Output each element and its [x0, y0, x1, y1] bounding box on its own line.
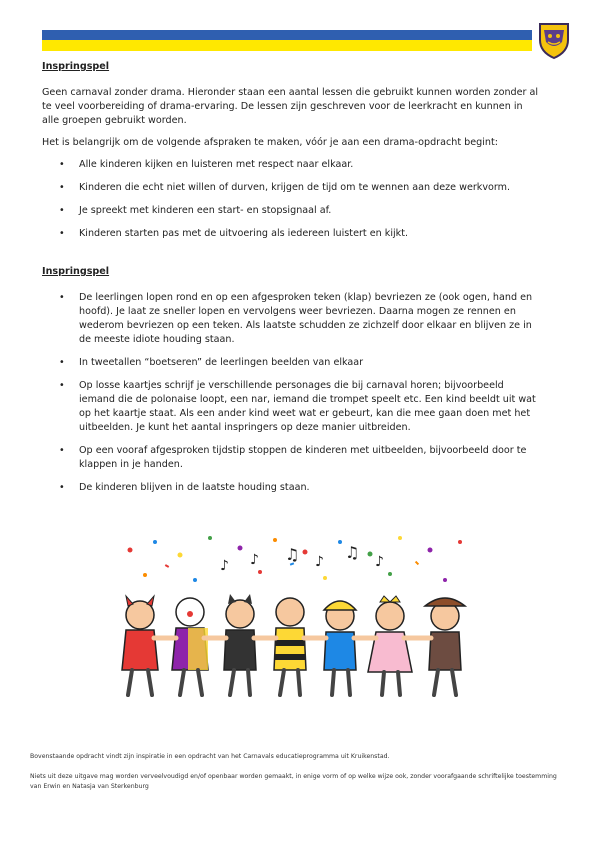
svg-text:♪: ♪: [220, 558, 229, 574]
list-item: • Op losse kaartjes schrijf je verschillende personages die bij carnaval horen; bijvoorbeeld iemand die de polonaise loopt, een nar, iemand die trompet speelt etc. Een kind beeldt uit wat op het kaartje staat. Als een ander kind weet wat er gebeurt, kan die mee gaan doen met het uitbeelden. Je kunt het aantal inspringers op deze manier uitbreiden.: [42, 379, 542, 435]
section-heading: Inspringspel: [42, 61, 110, 72]
music-notes-decoration: [220, 543, 384, 574]
svg-text:♪: ♪: [315, 554, 324, 570]
lead-paragraph: Het is belangrijk om de volgende afspraken te maken, vóór je aan een drama-opdracht begint:: [42, 137, 498, 148]
header-band-blue: [42, 30, 532, 40]
section-heading: Inspringspel: [42, 266, 110, 277]
carnival-crest-icon: [536, 20, 572, 60]
list-item: • Op een vooraf afgesproken tijdstip stoppen de kinderen met uitbeelden, bijvoorbeeld door te klappen in je handen.: [42, 444, 542, 472]
svg-text:♫: ♫: [345, 543, 360, 562]
children-row: [122, 594, 465, 695]
carnival-children-dancing-illustration: [100, 530, 500, 705]
footer-source-note: Bovenstaande opdracht vindt zijn inspiratie in een opdracht van het Carnavals educatieprogramma uit Kruikenstad.: [30, 753, 390, 760]
footer: [30, 752, 570, 802]
document-body: [42, 60, 542, 504]
list-item: • De leerlingen lopen rond en op een afgesproken teken (klap) bevriezen ze (ook ogen, hand en hoofd). Je laat ze sneller lopen en vervolgens weer bevriezen. Daarna mogen ze rennen en wederom bevriezen op een teken. Als laatste schudden ze zichzelf door elkaar en blijven ze in de meeste idiote houding staan.: [42, 291, 542, 347]
svg-text:♪: ♪: [375, 554, 384, 570]
list-item: • Je spreekt met kinderen een start- en stopsignaal af.: [42, 204, 542, 218]
list-item: • De kinderen blijven in de laatste houding staan.: [42, 481, 542, 495]
list-item: • In tweetallen “boetseren” de leerlingen beelden van elkaar: [42, 356, 542, 370]
activity-steps-list: [42, 291, 542, 495]
list-item: • Alle kinderen kijken en luisteren met respect naar elkaar.: [42, 158, 542, 172]
agreements-list: [42, 158, 542, 241]
list-item: • Kinderen die echt niet willen of durven, krijgen de tijd om te wennen aan deze werkvorm.: [42, 181, 542, 195]
svg-text:♫: ♫: [285, 545, 300, 564]
intro-paragraph: Geen carnaval zonder drama. Hieronder staan een aantal lessen die gebruikt kunnen worden zonder al te veel voorbereiding of drama-ervaring. De lessen zijn geschreven voor de leerkracht en kunnen in alle groepen gebruikt worden.: [42, 87, 539, 126]
footer-copyright: Niets uit deze uitgave mag worden verveelvoudigd en/of openbaar worden gemaakt, in enige vorm of op welke wijze ook, zonder voorafgaande schriftelijke toestemming van Erwin en Natasja van Sterkenburg: [30, 773, 557, 790]
list-item: • Kinderen starten pas met de uitvoering als iedereen luistert en kijkt.: [42, 227, 542, 241]
header-band-yellow: [42, 40, 532, 51]
svg-text:♪: ♪: [250, 552, 259, 568]
